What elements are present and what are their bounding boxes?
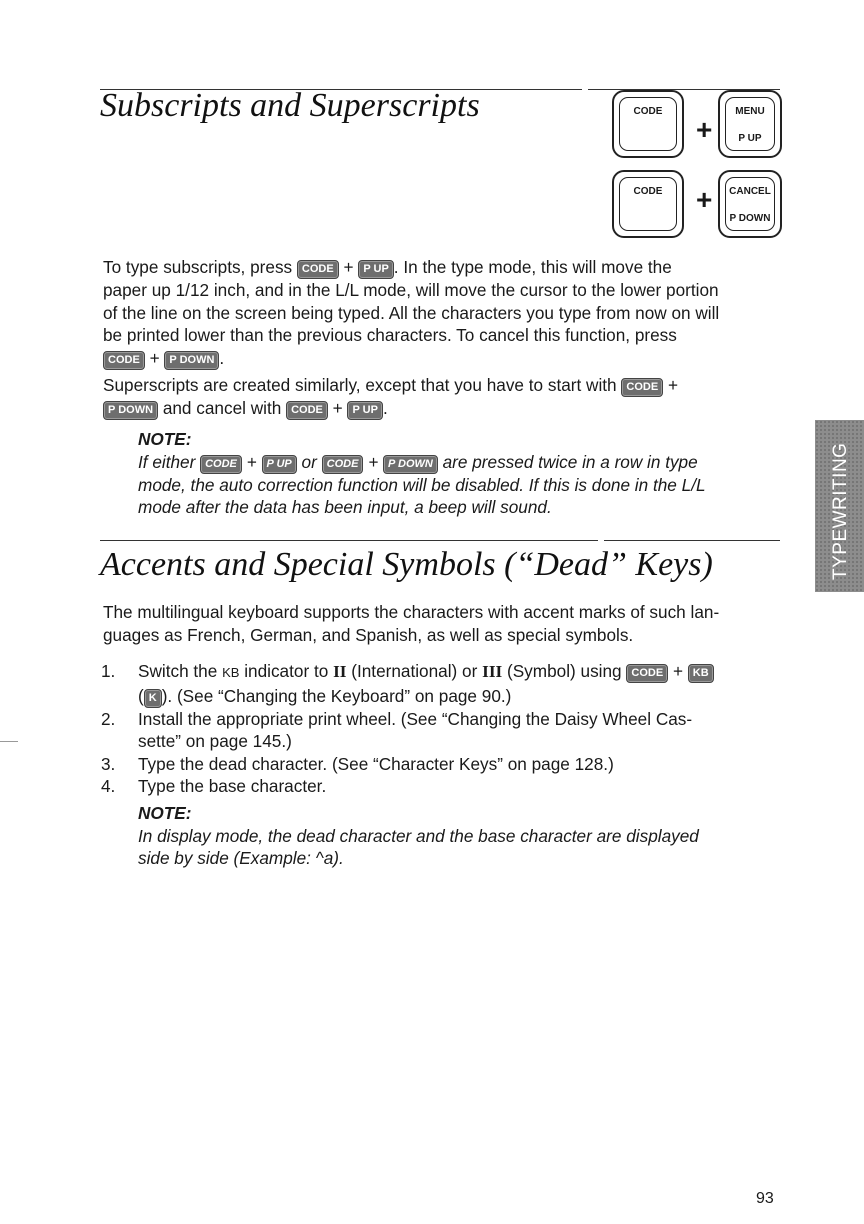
key-code: CODE	[103, 351, 145, 370]
key-p-down: P DOWN	[103, 401, 158, 420]
list-item: 2. Install the appropriate print wheel. (See “Changing the Daisy Wheel Cas-	[101, 708, 693, 729]
key-kb: KB	[688, 664, 714, 683]
steps-list	[101, 660, 783, 798]
text-line: To type subscripts, press CODE + P UP . In the type mode, this will move the	[103, 257, 672, 277]
key-code: CODE	[297, 260, 339, 279]
key-code: CODE	[621, 378, 663, 397]
key-code: CODE	[286, 401, 328, 420]
key-k: K	[144, 689, 162, 708]
key-code: CODE	[626, 664, 668, 683]
dead-keys-intro	[103, 601, 783, 646]
key-p-up: P UP	[347, 401, 382, 420]
text-line: mode, the auto correction function will be disabled. If this is done in the L/L	[138, 474, 706, 495]
key-diagram-menu-pup	[718, 90, 782, 158]
subscripts-paragraph	[103, 256, 781, 370]
note-title: NOTE:	[138, 429, 192, 449]
text-line: CODE + P DOWN .	[103, 347, 781, 370]
note-title: NOTE:	[138, 803, 192, 823]
key-label: P DOWN	[729, 213, 771, 224]
text-line: of the line on the screen being typed. All the characters you type from now on will	[103, 302, 720, 323]
list-item-continuation: ( K ). (See “Changing the Keyboard” on page 90.)	[138, 685, 512, 706]
text-line: paper up 1/12 inch, and in the L/L mode, will move the cursor to the lower portion	[103, 280, 719, 300]
text-line: mode after the data has been input, a beep will sound.	[138, 497, 552, 517]
list-item-continuation: sette” on page 145.)	[138, 731, 292, 751]
text-line: Superscripts are created similarly, except that you have to start with CODE +	[103, 375, 679, 395]
key-label: CANCEL	[729, 186, 771, 197]
list-item: 4. Type the base character.	[101, 776, 327, 796]
key-diagram-cancel-pdown	[718, 170, 782, 238]
superscripts-paragraph	[103, 374, 781, 420]
key-p-down: P DOWN	[383, 455, 438, 474]
text-line: The multilingual keyboard supports the characters with accent marks of such lan-	[103, 602, 720, 622]
key-code: CODE	[322, 455, 364, 474]
key-label: MENU	[735, 106, 765, 117]
note-block-1	[138, 428, 783, 519]
text-line: be printed lower than the previous characters. To cancel this function, press	[103, 325, 677, 345]
key-diagram-code-1	[612, 90, 684, 158]
key-label: CODE	[633, 186, 663, 197]
section-heading-dead-keys: Accents and Special Symbols (“Dead” Keys)	[100, 546, 713, 583]
list-item: 3. Type the dead character. (See “Character Keys” on page 128.)	[101, 753, 614, 774]
margin-mark	[0, 741, 18, 742]
key-p-up: P UP	[358, 260, 393, 279]
key-label: CODE	[633, 106, 663, 117]
page-number: 93	[756, 1190, 774, 1207]
text-line: P DOWN and cancel with CODE + P UP .	[103, 397, 781, 420]
section-heading-subscripts: Subscripts and Superscripts	[100, 87, 480, 124]
section2-rule-right	[604, 540, 780, 541]
text-line: side by side (Example: ^a).	[138, 848, 344, 868]
text-line: In display mode, the dead character and the base character are displayed	[138, 825, 699, 846]
key-p-up: P UP	[262, 455, 297, 474]
key-code: CODE	[200, 455, 242, 474]
key-diagram-code-2	[612, 170, 684, 238]
note-block-2	[138, 802, 783, 870]
section2-rule-left	[100, 540, 598, 541]
text-line: guages as French, German, and Spanish, as well as special symbols.	[103, 624, 634, 645]
list-item: 1. Switch the KB indicator to II (International) or III (Symbol) using CODE + KB	[101, 660, 783, 685]
plus-sign-2: +	[696, 184, 713, 215]
section-thumb-tab-label: TYPEWRITING	[830, 442, 851, 580]
text-line: If either CODE + P UP or CODE + P DOWN are pressed twice in a row in type	[138, 451, 698, 472]
key-p-down: P DOWN	[164, 351, 219, 370]
key-label: P UP	[738, 133, 762, 144]
plus-sign-1: +	[696, 114, 713, 145]
